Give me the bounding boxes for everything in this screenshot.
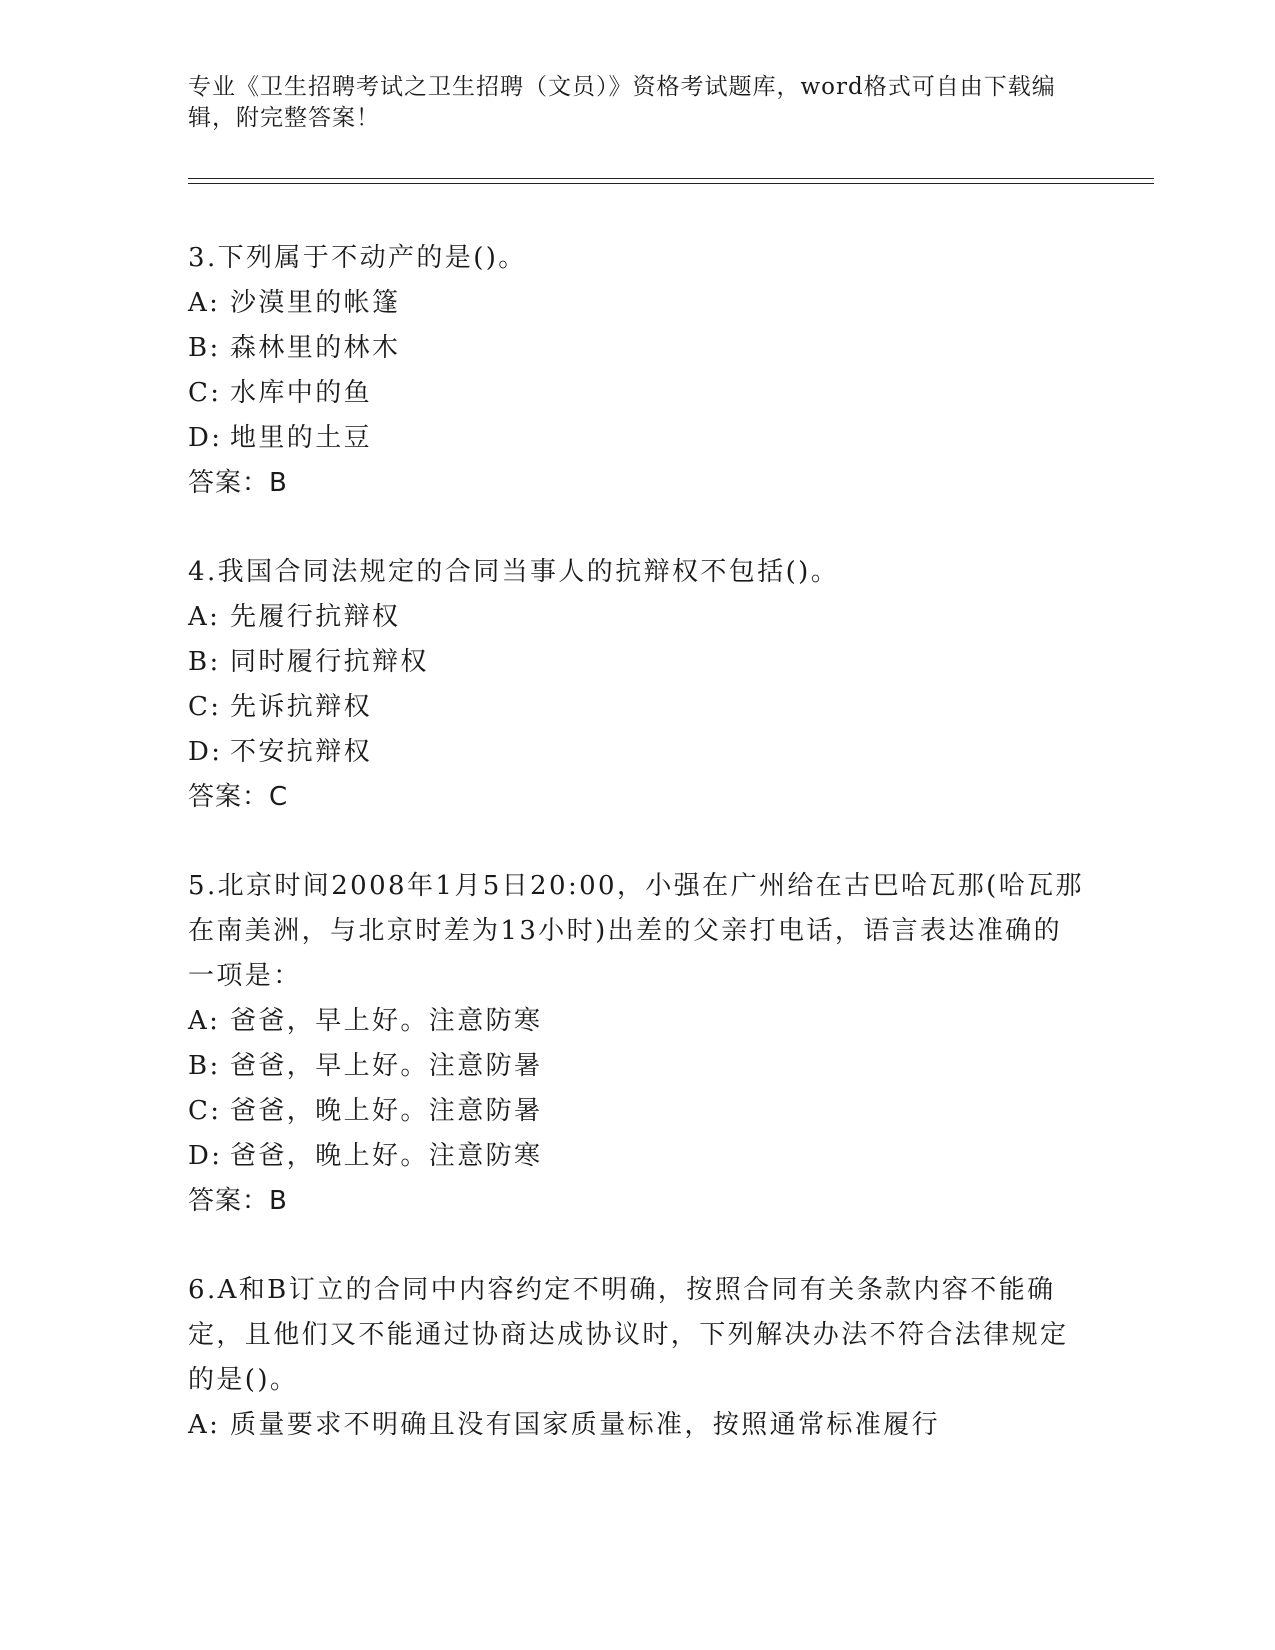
option-text: 森林里的林木: [230, 333, 401, 363]
answer-line: 答案：C: [188, 782, 289, 812]
question-stem: 5.北京时间2008年1月5日20:00，小强在广州给在古巴哈瓦那(哈瓦那在南美洲，与北京时差为13小时)出差的父亲打电话，语言表达准确的一项是：: [188, 871, 1084, 991]
option-a: [188, 999, 1088, 1044]
option-text: 质量要求不明确且没有国家质量标准，按照通常标准履行: [230, 1410, 941, 1440]
option-letter: B:: [188, 647, 221, 677]
option-letter: D:: [188, 1141, 223, 1171]
option-d: [188, 730, 1088, 775]
answer-line: 答案：B: [188, 468, 288, 498]
question-stem: 4.我国合同法规定的合同当事人的抗辩权不包括()。: [188, 557, 840, 587]
option-d: [188, 1134, 1088, 1179]
option-letter: C:: [188, 378, 222, 408]
option-a: [188, 595, 1088, 640]
option-c: [188, 371, 1088, 416]
answer-line: 答案：B: [188, 1186, 288, 1216]
option-letter: D:: [188, 737, 223, 767]
option-a: [188, 281, 1088, 326]
option-text: 地里的土豆: [230, 423, 373, 453]
option-letter: A:: [188, 602, 221, 632]
option-letter: A:: [188, 288, 221, 318]
option-letter: B:: [188, 1051, 221, 1081]
option-text: 同时履行抗辩权: [230, 647, 429, 677]
option-letter: D:: [188, 423, 223, 453]
question-list: [188, 236, 1088, 1492]
option-text: 爸爸，晚上好。注意防寒: [230, 1141, 543, 1171]
header-divider-bottom: [188, 183, 1154, 184]
option-b: [188, 1044, 1088, 1089]
question-6: [188, 1268, 1088, 1448]
option-text: 爸爸，早上好。注意防暑: [230, 1051, 543, 1081]
option-a: [188, 1403, 1088, 1448]
header-divider-top: [188, 178, 1154, 179]
question-stem: 3.下列属于不动产的是()。: [188, 243, 527, 273]
option-c: [188, 685, 1088, 730]
option-text: 水库中的鱼: [230, 378, 373, 408]
option-letter: B:: [188, 333, 221, 363]
question-3: [188, 236, 1088, 506]
document-header: 专业《卫生招聘考试之卫生招聘（文员）》资格考试题库，word格式可自由下载编辑，附完整答案！: [188, 74, 1056, 131]
question-5: [188, 864, 1088, 1224]
option-b: [188, 640, 1088, 685]
option-text: 沙漠里的帐篷: [230, 288, 401, 318]
option-text: 先履行抗辩权: [230, 602, 401, 632]
option-letter: A:: [188, 1410, 221, 1440]
option-b: [188, 326, 1088, 371]
question-stem: 6.A和B订立的合同中内容约定不明确，按照合同有关条款内容不能确定，且他们又不能通过协商达成协议时，下列解决办法不符合法律规定的是()。: [188, 1275, 1069, 1395]
option-text: 爸爸，早上好。注意防寒: [230, 1006, 543, 1036]
option-text: 不安抗辩权: [230, 737, 373, 767]
option-text: 先诉抗辩权: [230, 692, 373, 722]
option-c: [188, 1089, 1088, 1134]
option-letter: C:: [188, 1096, 222, 1126]
option-letter: C:: [188, 692, 222, 722]
question-4: [188, 550, 1088, 820]
option-d: [188, 416, 1088, 461]
option-text: 爸爸，晚上好。注意防暑: [230, 1096, 543, 1126]
option-letter: A:: [188, 1006, 221, 1036]
